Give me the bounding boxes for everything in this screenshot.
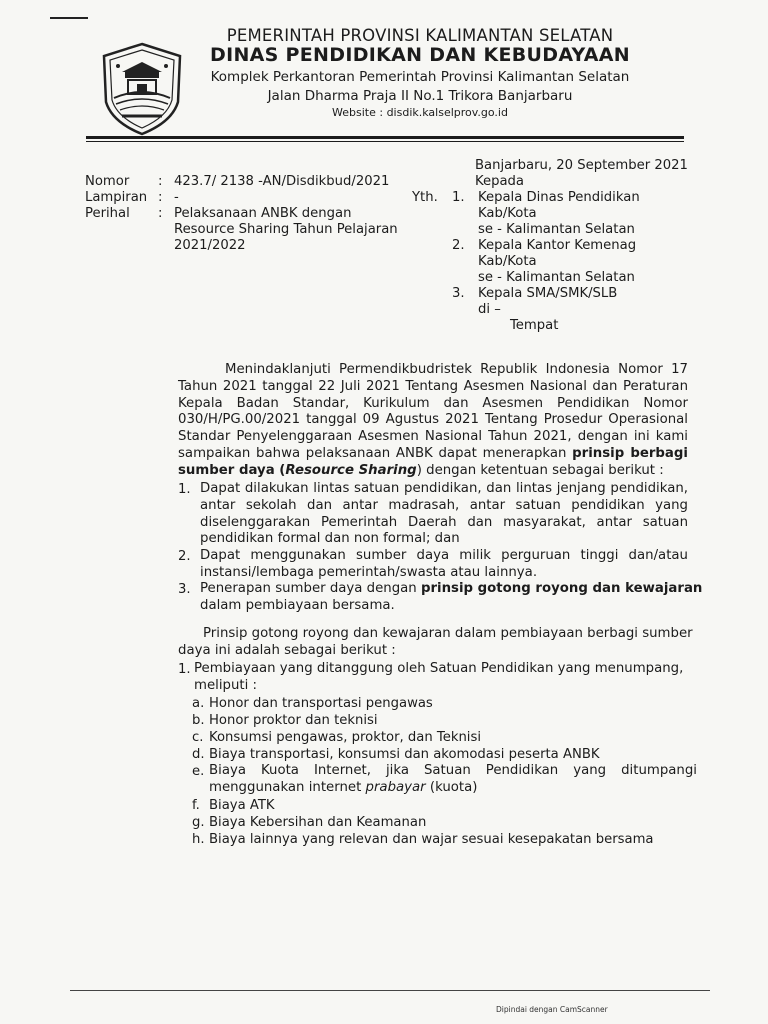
list-number: 3. xyxy=(178,582,191,597)
subitem-text: Honor proktor dan teknisi xyxy=(209,713,378,728)
kepada-label: Kepada xyxy=(475,174,525,189)
addressee-line: Kepala Kantor Kemenag xyxy=(478,238,637,253)
addressee-line: se - Kalimantan Selatan xyxy=(478,222,635,237)
paragraph-line: Standar Penyelenggaraan Asesmen Nasional Tahun 2021, dengan ini kami xyxy=(178,429,688,445)
list-line: Dapat dilakukan lintas satuan pendidikan, dan lintas jenjang pendidikan, xyxy=(200,481,688,496)
addressee-number: 3. xyxy=(452,286,465,301)
paragraph-intro xyxy=(178,362,688,480)
subitem-text: Konsumsi pengawas, proktor, dan Teknisi xyxy=(209,730,482,745)
list-line: antar sekolah dan antar madrasah, antar satuan pendidikan yang xyxy=(200,497,688,513)
subitem-letter: a. xyxy=(192,696,205,711)
subitem-letter: c. xyxy=(192,730,204,745)
list-item xyxy=(200,481,688,548)
list-line: instansi/lembaga pemerintah/swasta atau lainnya. xyxy=(200,564,538,580)
letter-date: Banjarbaru, 20 September 2021 xyxy=(475,158,688,173)
letterhead-agency: DINAS PENDIDIKAN DAN KEBUDAYAAN xyxy=(210,44,630,66)
yth-label: Yth. xyxy=(412,190,438,205)
subitem-letter: g. xyxy=(192,815,205,830)
subitem-letter: f. xyxy=(192,798,200,813)
lampiran-value: - xyxy=(174,190,179,205)
perihal-colon: : xyxy=(158,206,163,221)
subitem-text: Biaya lainnya yang relevan dan wajar sesuai kesepakatan bersama xyxy=(209,832,654,847)
emphasis-text: prabayar xyxy=(365,779,426,795)
subitem-letter: b. xyxy=(192,713,205,728)
list-line xyxy=(209,780,697,797)
list-number: 2. xyxy=(178,549,191,564)
subitem-letter: d. xyxy=(192,747,205,762)
text-run: (kuota) xyxy=(425,779,478,795)
text-run: sampaikan bahwa pelaksanaan ANBK dapat menerapkan xyxy=(178,445,573,461)
emphasis-text: sumber daya ( xyxy=(178,462,286,478)
paragraph-line: Prinsip gotong royong dan kewajaran dalam pembiayaan berbagi sumber xyxy=(203,626,693,641)
perihal-line: Resource Sharing Tahun Pelajaran xyxy=(174,222,398,237)
list-number: 1. xyxy=(178,662,191,677)
list-number: 1. xyxy=(178,482,191,497)
subitem-letter: h. xyxy=(192,832,205,847)
text-run: ) dengan ketentuan sebagai berikut : xyxy=(416,462,664,478)
addressee-line: Kab/Kota xyxy=(478,206,537,221)
paragraph-line: daya ini adalah sebagai berikut : xyxy=(178,642,396,658)
subitem-letter: e. xyxy=(192,764,205,779)
emphasis-text: prinsip gotong royong dan kewajaran xyxy=(420,581,703,596)
list-line: Pembiayaan yang ditanggung oleh Satuan Pendidikan yang menumpang, xyxy=(194,661,684,676)
list-item xyxy=(200,581,703,615)
paragraph-line xyxy=(178,463,688,480)
letterhead-website: Website : disdik.kalselprov.go.id xyxy=(332,106,508,119)
list-line: pendidikan formal dan non formal; dan xyxy=(200,531,460,547)
paragraph-line: Kepala Badan Standar, Kurikulum dan Asesmen Pendidikan Nomor xyxy=(178,395,688,411)
text-run: menggunakan internet xyxy=(209,779,366,795)
list-line: dalam pembiayaan bersama. xyxy=(200,597,395,613)
paragraph-principle xyxy=(178,626,693,660)
addressee-line: Kepala SMA/SMK/SLB xyxy=(478,286,618,301)
addressee-line: Kepala Dinas Pendidikan xyxy=(478,190,640,205)
letterhead-rule xyxy=(86,136,684,139)
subitem-text: Biaya transportasi, konsumsi dan akomodasi peserta ANBK xyxy=(209,747,600,762)
emphasis-text: Resource Sharing xyxy=(285,462,417,478)
lampiran-colon: : xyxy=(158,190,163,205)
letterhead-rule-thin xyxy=(86,141,684,142)
perihal-label: Perihal xyxy=(85,206,130,221)
addressee-line: se - Kalimantan Selatan xyxy=(478,270,635,285)
addressee-number: 2. xyxy=(452,238,465,253)
subitem-text: Biaya ATK xyxy=(209,798,275,813)
nomor-colon: : xyxy=(158,174,163,189)
lampiran-label: Lampiran xyxy=(85,190,148,205)
emphasis-text: prinsip berbagi xyxy=(572,445,688,461)
list-line: meliputi : xyxy=(194,677,258,693)
footer-rule xyxy=(70,990,710,991)
addressee-tempat: Tempat xyxy=(510,318,559,333)
list-line: Biaya Kuota Internet, jika Satuan Pendidikan yang ditumpangi xyxy=(209,763,697,778)
subitem-text xyxy=(209,763,697,797)
paragraph-line: Tahun 2021 tanggal 22 Juli 2021 Tentang Asesmen Nasional dan Peraturan xyxy=(178,378,688,394)
list-item xyxy=(194,661,694,695)
perihal-line: Pelaksanaan ANBK dengan xyxy=(174,206,352,221)
letterhead-street: Jalan Dharma Praja II No.1 Trikora Banjarbaru xyxy=(267,88,573,104)
scan-mark xyxy=(50,17,88,19)
paragraph-line: 030/H/PG.00/2021 tanggal 09 Agustus 2021 Tentang Prosedur Operasional xyxy=(178,412,688,428)
list-line: diselenggarakan Pemerintah Daerah dan masyarakat, antar satuan xyxy=(200,514,688,530)
scanner-watermark: Dipindai dengan CamScanner xyxy=(496,1005,608,1014)
addressee-di: di – xyxy=(478,302,501,317)
addressee-line: Kab/Kota xyxy=(478,254,537,269)
subitem-text: Honor dan transportasi pengawas xyxy=(209,696,433,711)
letterhead-complex: Komplek Perkantoran Pemerintah Provinsi Kalimantan Selatan xyxy=(210,69,630,85)
nomor-label: Nomor xyxy=(85,174,130,189)
nomor-value: 423.7/ 2138 -AN/Disdikbud/2021 xyxy=(174,174,390,189)
subitem-text: Biaya Kebersihan dan Keamanan xyxy=(209,815,427,830)
list-line: Dapat menggunakan sumber daya milik perguruan tinggi dan/atau xyxy=(200,548,688,563)
perihal-line: 2021/2022 xyxy=(174,238,246,253)
paragraph-line: Menindaklanjuti Permendikbudristek Republik Indonesia Nomor 17 xyxy=(225,362,688,377)
provincial-emblem-icon xyxy=(92,40,192,138)
text-run: Penerapan sumber daya dengan xyxy=(200,581,421,596)
list-line xyxy=(200,581,703,598)
letterhead-government: PEMERINTAH PROVINSI KALIMANTAN SELATAN xyxy=(226,26,614,45)
addressee-number: 1. xyxy=(452,190,465,205)
list-item xyxy=(200,548,688,582)
paragraph-line xyxy=(178,446,688,463)
